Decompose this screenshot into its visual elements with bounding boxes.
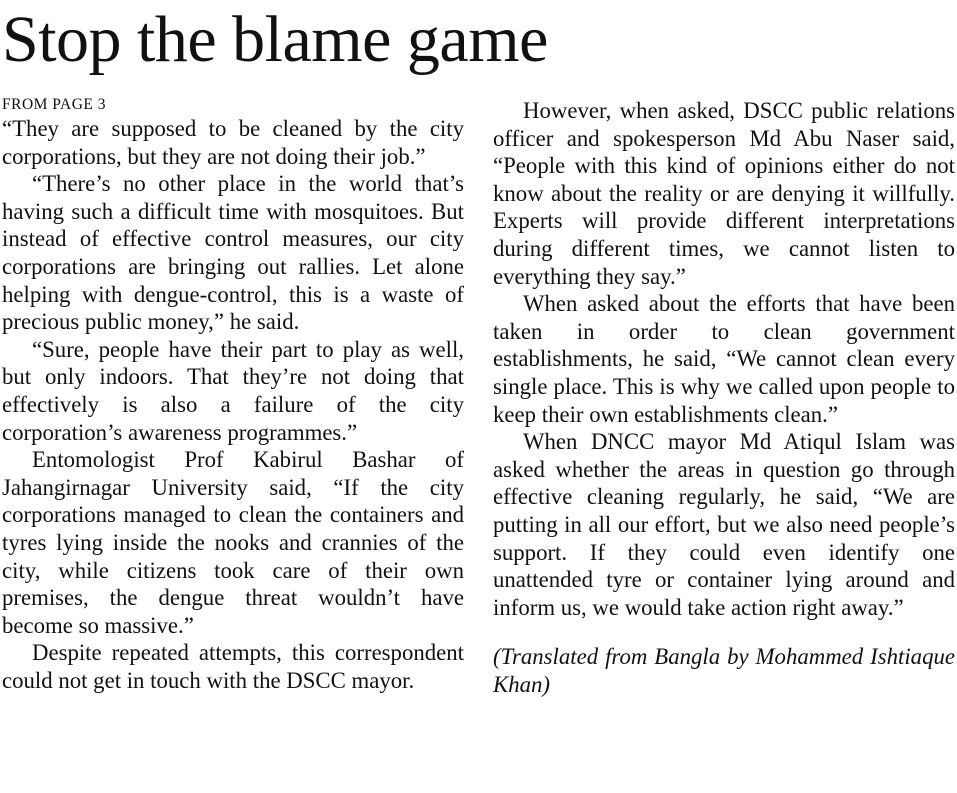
translation-credit: (Translated from Bangla by Mohammed Ishtiaque Khan) — [493, 644, 955, 697]
paragraph: When DNCC mayor Md Atiqul Islam was asked whether the areas in question go through effective cleaning regularly, he said, “We are putting in all our effort, but we also need people’s support. If they could even identify one unattended tyre or container lying around and inform us, we would take action right away.” — [493, 429, 955, 620]
paragraph: When asked about the efforts that have been taken in order to clean government establishments, he said, “We cannot clean every single place. This is why we called upon people to keep their own establishments clean.” — [493, 291, 955, 427]
paragraph: However, when asked, DSCC public relations officer and spokesperson Md Abu Naser said, “People with this kind of opinions either do not know about the reality or are denying it willfully. Experts will provide different interpretations during different times, we cannot listen to everything they say.” — [493, 98, 955, 289]
paragraph: Entomologist Prof Kabirul Bashar of Jahangirnagar University said, “If the city corporations managed to clean the containers and tyres lying inside the nooks and crannies of the city, while citizens took care of their own premises, the dengue threat wouldn’t have become so massive.” — [2, 447, 464, 638]
paragraph: “There’s no other place in the world that’s having such a difficult time with mosquitoes. But instead of effective control measures, our city corporations are bringing out rallies. Let alone helping with dengue-control, this is a waste of precious public money,” he said. — [2, 171, 464, 335]
paragraph: “They are supposed to be cleaned by the city corporations, but they are not doing their job.” — [2, 116, 464, 169]
jump-line: FROM PAGE 3 — [2, 96, 106, 113]
headline: Stop the blame game — [2, 3, 548, 76]
paragraph: “Sure, people have their part to play as well, but only indoors. That they’re not doing that effectively is also a failure of the city corporation’s awareness programmes.” — [2, 336, 464, 445]
article-column-right — [493, 94, 955, 698]
paragraph: Despite repeated attempts, this correspondent could not get in touch with the DSCC mayor. — [2, 640, 464, 693]
article-column-left — [2, 94, 464, 694]
